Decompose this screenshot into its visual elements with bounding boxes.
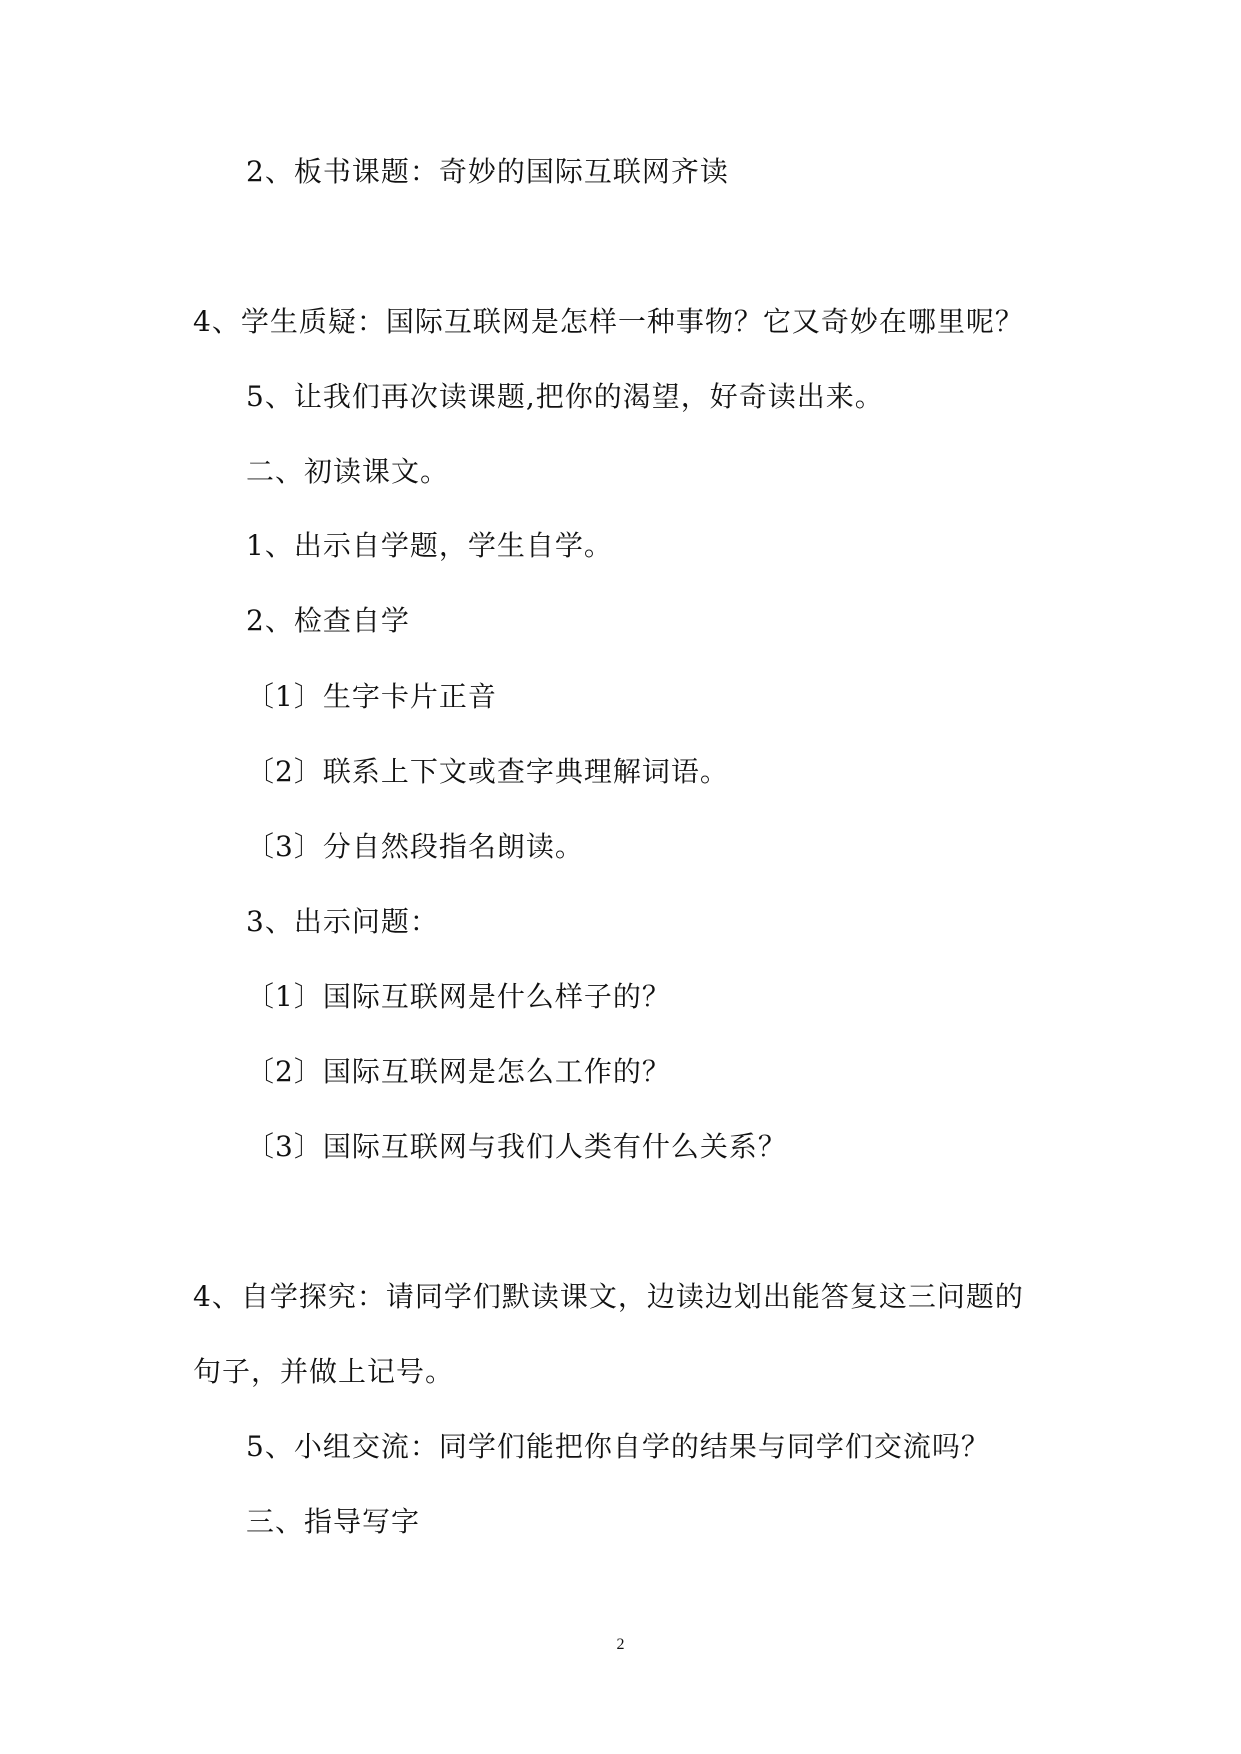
- text-line: 5、小组交流：同学们能把你自学的结果与同学们交流吗？: [246, 1430, 990, 1463]
- text-line: 1、出示自学题，学生自学。: [246, 529, 613, 562]
- text-line: 4、自学探究：请同学们默读课文，边读边划出能答复这三问题的: [193, 1280, 1024, 1313]
- text-line: 4、学生质疑：国际互联网是怎样一种事物？它又奇妙在哪里呢？: [193, 305, 1024, 338]
- text-line: 〔2〕联系上下文或查字典理解词语。: [246, 755, 729, 788]
- page-number: 2: [616, 1636, 625, 1653]
- text-line: 5、让我们再次读课题,把你的渴望，好奇读出来。: [246, 380, 884, 413]
- text-line: 〔3〕国际互联网与我们人类有什么关系？: [246, 1130, 787, 1163]
- section-heading: 二、初读课文。: [246, 455, 450, 488]
- text-line: 〔1〕生字卡片正音: [246, 680, 497, 713]
- section-heading: 三、指导写字: [246, 1505, 421, 1538]
- text-line: 3、出示问题：: [246, 905, 439, 938]
- text-line: 〔2〕国际互联网是怎么工作的？: [246, 1055, 671, 1088]
- text-line: 2、板书课题：奇妙的国际互联网齐读: [246, 155, 729, 188]
- text-line: 〔1〕国际互联网是什么样子的？: [246, 980, 671, 1013]
- text-line: 2、检查自学: [246, 604, 410, 637]
- text-line: 句子，并做上记号。: [193, 1355, 455, 1388]
- text-line: 〔3〕分自然段指名朗读。: [246, 830, 584, 863]
